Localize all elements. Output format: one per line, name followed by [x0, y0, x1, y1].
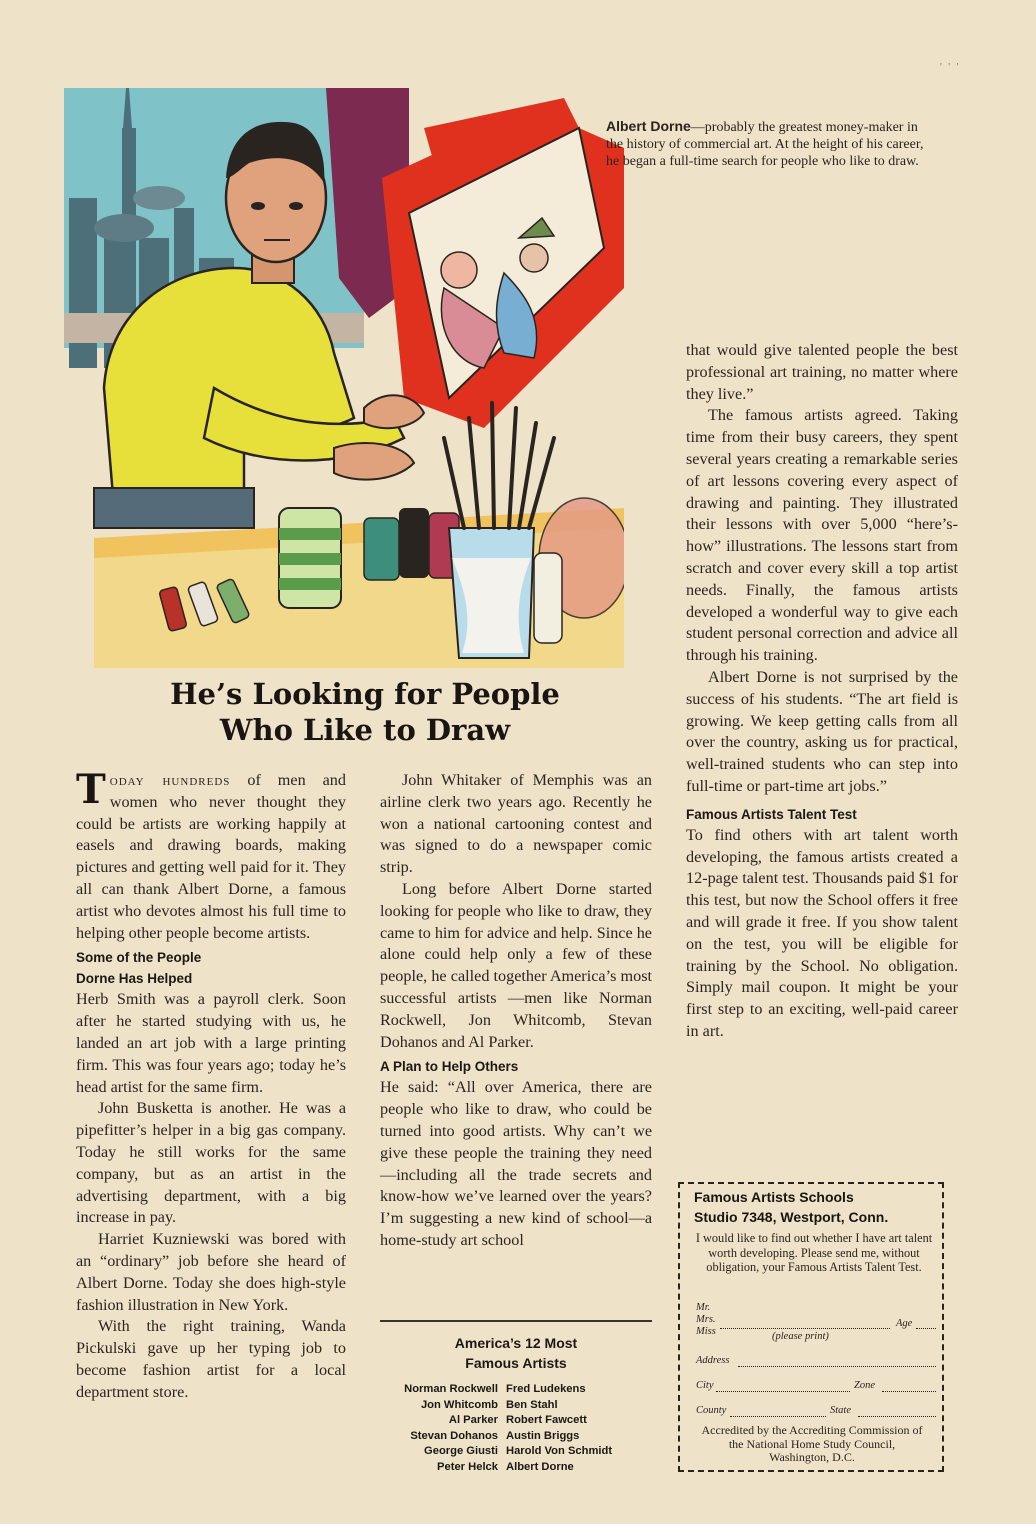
address-label: Address — [696, 1355, 730, 1366]
intro-text: of men and women who never thought they could be artists are working happily at easels and drawing boards, making pictures and getting well paid for it. They all can thank Albert Dorne, a famous artist who devotes almost his full time to helping other people become artists. — [76, 771, 346, 942]
paragraph-artists-agreed: The famous artists agreed. Taking time from their busy careers, they spent several years creating a remarkable series of art lessons covering every aspect of drawing and painting. They illustrated their lessons with over 5,000 “here’s-how” illustrations. The lessons start from scratch and cover every skill a top artist needs. Finally, the famous artists developed a wonderful way to give each student personal correction and advice all through his training. — [686, 406, 958, 665]
paragraph-john-busketta: John Busketta is another. He was a pipefitter’s helper in a big gas company. Today he still works for the same company, but as an artist in the advertising department, with a big increase in pay. — [76, 1099, 346, 1227]
name-title-labels — [696, 1302, 716, 1338]
artist-name: Albert Dorne — [506, 1460, 574, 1473]
article-column-1 — [76, 766, 346, 1404]
intro-smallcaps: oday hundreds — [109, 771, 231, 789]
coupon-studio-line — [694, 1207, 944, 1227]
paragraph-harriet: Harriet Kuzniewski was bored with an “ordinary” job before she heard of Albert Dorne. Today she does high-style fashion illustration in New York. — [76, 1230, 346, 1314]
caption-text: —probably the greatest money-maker in the history of commercial art. At the height of his career, he began a full-time search for people who like to draw. — [606, 120, 924, 169]
paragraph-talent-test: To find others with art talent worth developing, the famous artists created a 12-page talent test. Thousands paid $1 for this test, but now the School offers it free and will grade it free. If you show talent on the test, you will be eligible for training by the School. No obligation. Simply mail coupon. It might be your first step to an exciting, well-paid career in art. — [686, 825, 958, 1040]
artist-name: Al Parker — [448, 1414, 498, 1427]
subhead-talent-test: Famous Artists Talent Test — [686, 806, 857, 822]
famous-artists-title — [380, 1333, 652, 1373]
coupon-school: Famous Artists Schools — [694, 1189, 854, 1205]
drop-cap: T — [76, 766, 106, 813]
artist-name: Stevan Dohanos — [410, 1429, 498, 1442]
coupon-request-text: I would like to find out whether I have art talent worth developing. Please send me, without obligation, your Famous Artists Talent Test. — [695, 1231, 933, 1274]
city-label: City — [696, 1380, 714, 1391]
county-label: County — [696, 1405, 727, 1416]
paragraph-long-before: Long before Albert Dorne started looking for people who like to draw, they came to him for advice and help. Since he alone could help only a few of these people, he called together America’s most successful artists —men like Norman Rockwell, Jon Whitcomb, Stevan Dohanos and Al Parker. — [380, 879, 652, 1051]
zone-label: Zone — [854, 1380, 875, 1391]
article-column-3 — [686, 340, 958, 1043]
headline — [80, 676, 650, 748]
age-label: Age — [896, 1318, 913, 1329]
subhead-people-1: Some of the People — [76, 950, 202, 966]
caption-name: Albert Dorne — [606, 118, 691, 134]
artist-name: Robert Fawcett — [506, 1414, 587, 1427]
artist-row — [372, 1398, 662, 1414]
paragraph-not-surprised: Albert Dorne is not surprised by the success of his students. “The art field is growing. We keep getting calls from all over the country, asking us for practical, well-trained students who can step into full-time or part-time art jobs.” — [686, 667, 958, 795]
intro-paragraph — [76, 766, 346, 944]
artist-name: Fred Ludekens — [506, 1383, 586, 1395]
accreditation-text: Accredited by the Accrediting Commission of the National Home Study Council, Washington, D.C. — [701, 1423, 923, 1464]
headline-line-2: Who Like to Draw — [219, 713, 511, 747]
artist-row — [372, 1460, 662, 1476]
article-column-2 — [380, 770, 652, 1252]
albert-dorne-illustration — [64, 88, 624, 668]
divider-rule — [380, 1320, 652, 1322]
paragraph-herb-smith: Herb Smith was a payroll clerk. Soon after he started studying with us, he landed an art job with a large printing firm. This was four years ago; today he’s head artist for the same firm. — [76, 990, 346, 1096]
coupon-header — [694, 1187, 944, 1227]
famous-artists-title-line-2: Famous Artists — [465, 1355, 567, 1371]
paragraph-whitaker: John Whitaker of Memphis was an airline clerk two years ago. Recently he won a national cartooning contest and was signed to do a newspaper comic strip. — [380, 771, 652, 877]
artist-name: Jon Whitcomb — [420, 1398, 498, 1411]
coupon-studio-number: 7348 — [741, 1209, 773, 1225]
artist-name: Peter Helck — [437, 1460, 498, 1473]
headline-line-1: He’s Looking for People — [170, 677, 560, 711]
artist-row — [372, 1413, 662, 1429]
please-print-note: (please print) — [772, 1331, 829, 1342]
famous-artists-list — [372, 1382, 662, 1476]
state-label: State — [830, 1405, 851, 1416]
artist-row — [372, 1382, 662, 1398]
coupon-studio-label: Studio — [694, 1209, 738, 1225]
label-mrs: Mrs. — [696, 1314, 716, 1325]
artist-row — [372, 1429, 662, 1445]
artist-name: Norman Rockwell — [404, 1383, 498, 1395]
paragraph-he-said: He said: “All over America, there are people who like to draw, who could be turned into good artists. Why can’t we give these people the training they need—including all the trade secrets and know-how we’ve learned over the years? I’m suggesting a new kind of school—a home-study art school — [380, 1078, 652, 1249]
city-field[interactable] — [716, 1391, 850, 1392]
paragraph-continued: that would give talented people the best professional art training, no matter where they live.” — [686, 341, 958, 403]
artist-name: Harold Von Schmidt — [506, 1445, 613, 1458]
artist-name: Ben Stahl — [506, 1398, 558, 1411]
zone-field[interactable] — [882, 1391, 936, 1392]
name-field[interactable] — [720, 1328, 890, 1329]
state-field[interactable] — [858, 1416, 936, 1417]
subhead-plan: A Plan to Help Others — [380, 1059, 519, 1075]
label-mr: Mr. — [696, 1302, 711, 1313]
address-field[interactable] — [738, 1366, 936, 1367]
painter-at-easel-illustration — [64, 88, 624, 668]
age-field[interactable] — [916, 1328, 936, 1329]
label-miss: Miss — [696, 1326, 716, 1337]
county-field[interactable] — [730, 1416, 826, 1417]
artist-name: Austin Briggs — [506, 1429, 580, 1442]
famous-artists-title-line-1: America’s 12 Most — [454, 1335, 578, 1351]
artist-name: George Giusti — [424, 1445, 498, 1458]
subhead-people-2: Dorne Has Helped — [76, 971, 193, 987]
artist-row — [372, 1444, 662, 1460]
paragraph-wanda: With the right training, Wanda Pickulski gave up her typing job to become fashion artist for a local department store. — [76, 1317, 346, 1401]
illustration-caption — [606, 118, 936, 170]
corner-marks: ' ' ' — [940, 62, 961, 73]
coupon-location: , Westport, Conn. — [772, 1209, 889, 1225]
